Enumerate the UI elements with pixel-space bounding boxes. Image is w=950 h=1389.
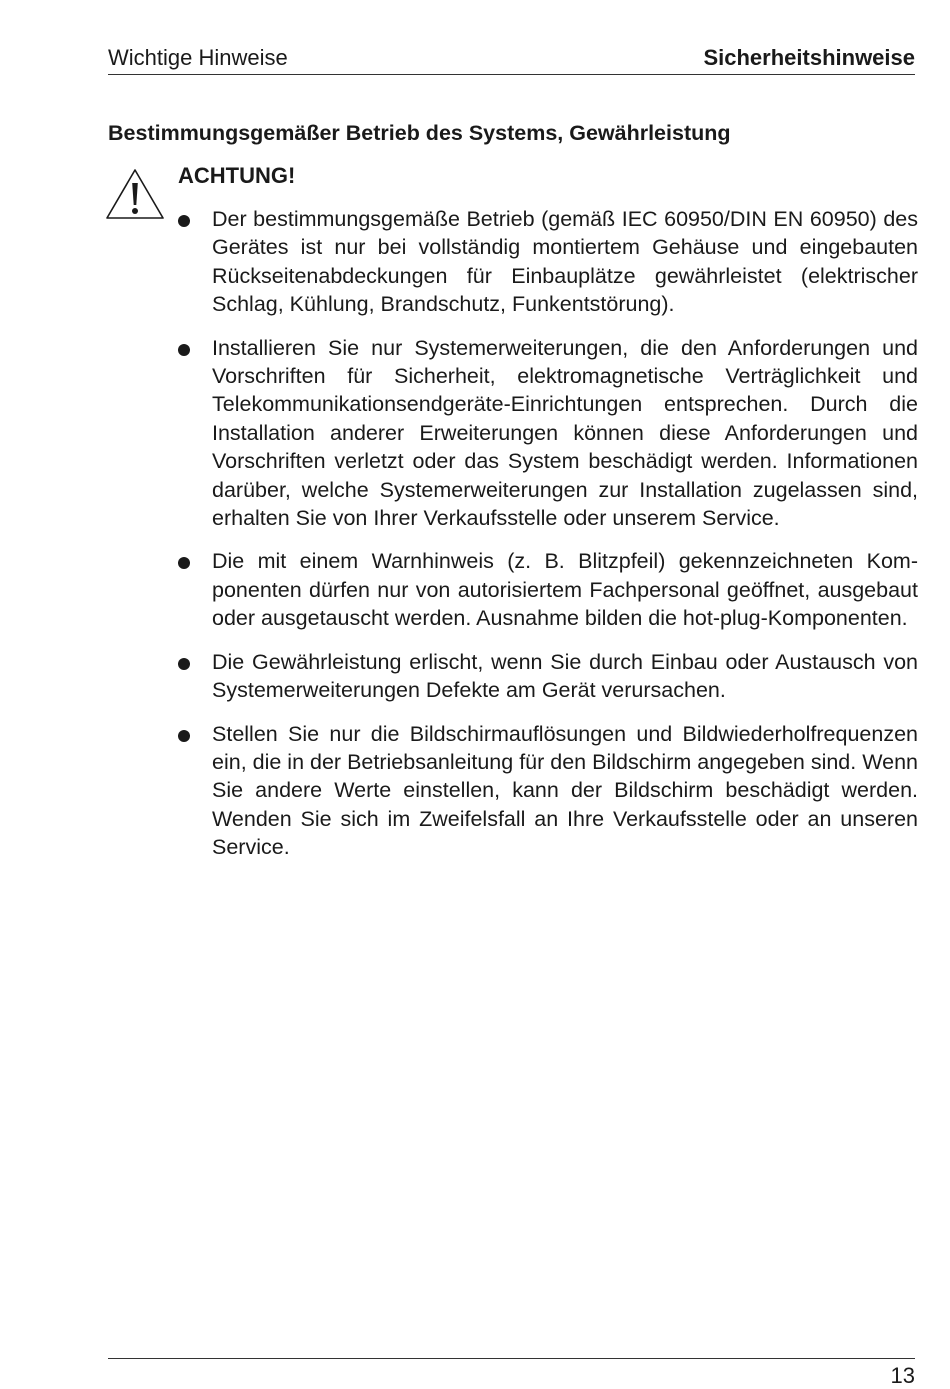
list-item (178, 648, 918, 705)
list-item (178, 205, 918, 319)
list-item-text: Installieren Sie nur Systemerweiterungen, die den Anforderungen und Vorschriften für Sicherheit, elektromagnetische Verträglichkeit und Telekommunikationsendgeräte-Einrichtungen entsprechen. Durch die Installation anderer Erweiterungen können diese Anforderungen und Vorschriften verletzt oder das System beschädigt werden. Informationen darüber, welche Systemerweiterungen zur Installation zugelassen sind, erhalten Sie von Ihrer Verkaufsstelle oder unserem Service. (212, 335, 918, 531)
bullet-icon (178, 658, 190, 670)
list-item-text: Die Gewährleistung erlischt, wenn Sie durch Einbau oder Austausch von Systemerweiterungen Defekte am Gerät verursachen. (212, 649, 918, 703)
bullet-icon (178, 730, 190, 742)
section-heading: Bestimmungsgemäßer Betrieb des Systems, Gewährleistung (108, 121, 731, 145)
list-item (178, 720, 918, 862)
header-chapter-title: Wichtige Hinweise (108, 45, 288, 70)
warning-triangle-icon (104, 168, 166, 220)
list-item-text: Stellen Sie nur die Bildschirmauflösungen und Bildwiederholfrequenzen ein, die in der Betriebsanleitung für den Bildschirm angegeben sind. Wenn Sie andere Werte einstellen, kann der Bildschirm beschädigt werden. Wenden Sie sich im Zweifelsfall an Ihre Verkaufsstelle oder an unseren Service. (212, 721, 918, 860)
bullet-icon (178, 344, 190, 356)
page-header (108, 44, 915, 75)
list-item (178, 334, 918, 533)
page-number: 13 (890, 1363, 915, 1388)
header-section-title: Sicherheitshinweise (703, 45, 915, 70)
page-footer (108, 1358, 915, 1388)
warning-list (178, 205, 918, 877)
list-item (178, 547, 918, 632)
bullet-icon (178, 215, 190, 227)
warning-title: ACHTUNG! (178, 163, 296, 188)
bullet-icon (178, 557, 190, 569)
list-item-text: Der bestimmungsgemäße Betrieb (gemäß IEC 60950/DIN EN 60950) des Gerätes ist nur bei vollständig montiertem Gehäuse und eingebauten Rückseitenabdeckungen für Einbauplätze gewährleistet (elektrischer Schlag, Kühlung, Brandschutz, Funkentstörung). (212, 207, 918, 317)
list-item-text: Die mit einem Warnhinweis (z. B. Blitzpfeil) gekennzeichneten Komponenten dürfen nur von autorisiertem Fachpersonal geöffnet, ausgebaut oder ausgetauscht werden. Ausnahme bilden die hot-plug-Komponenten. (212, 549, 918, 631)
